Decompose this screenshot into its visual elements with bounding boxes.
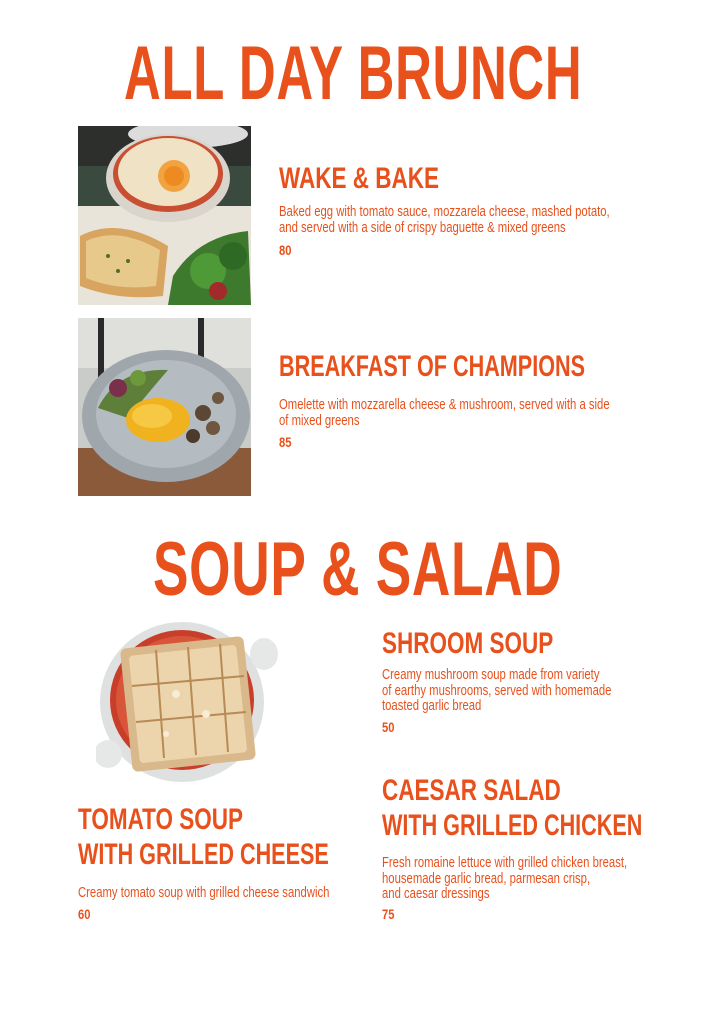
shroom-soup-title: SHROOM SOUP <box>382 627 554 660</box>
wake-and-bake-price: 80 <box>279 242 292 258</box>
shroom-soup-price: 50 <box>382 719 395 735</box>
wake-and-bake-title: WAKE & BAKE <box>279 162 440 195</box>
shroom-soup-description: Creamy mushroom soup made from variety of earthy mushrooms, served with homemade toasted garlic bread <box>382 667 612 714</box>
caesar-salad-price: 75 <box>382 906 395 922</box>
breakfast-of-champions-description: Omelette with mozzarella cheese & mushroom, served with a side of mixed greens <box>279 397 610 429</box>
brunch-section-title: ALL DAY BRUNCH <box>124 31 583 116</box>
wake-and-bake-photo <box>78 126 251 305</box>
tomato-soup-title: TOMATO SOUP WITH GRILLED CHEESE <box>78 803 329 871</box>
breakfast-of-champions-price: 85 <box>279 434 292 450</box>
soup-salad-section-title: SOUP & SALAD <box>153 527 563 612</box>
tomato-soup-photo <box>96 614 280 786</box>
tomato-soup-description: Creamy tomato soup with grilled cheese sandwich <box>78 885 330 901</box>
breakfast-of-champions-photo <box>78 318 251 496</box>
wake-and-bake-description: Baked egg with tomato sauce, mozzarela cheese, mashed potato, and served with a side of crispy baguette & mixed greens <box>279 204 610 236</box>
tomato-soup-price: 60 <box>78 906 91 922</box>
caesar-salad-title: CAESAR SALAD WITH GRILLED CHICKEN <box>382 774 643 842</box>
breakfast-of-champions-title: BREAKFAST OF CHAMPIONS <box>279 350 586 383</box>
caesar-salad-description: Fresh romaine lettuce with grilled chicken breast, housemade garlic bread, parmesan crisp, and caesar dressings <box>382 855 628 902</box>
